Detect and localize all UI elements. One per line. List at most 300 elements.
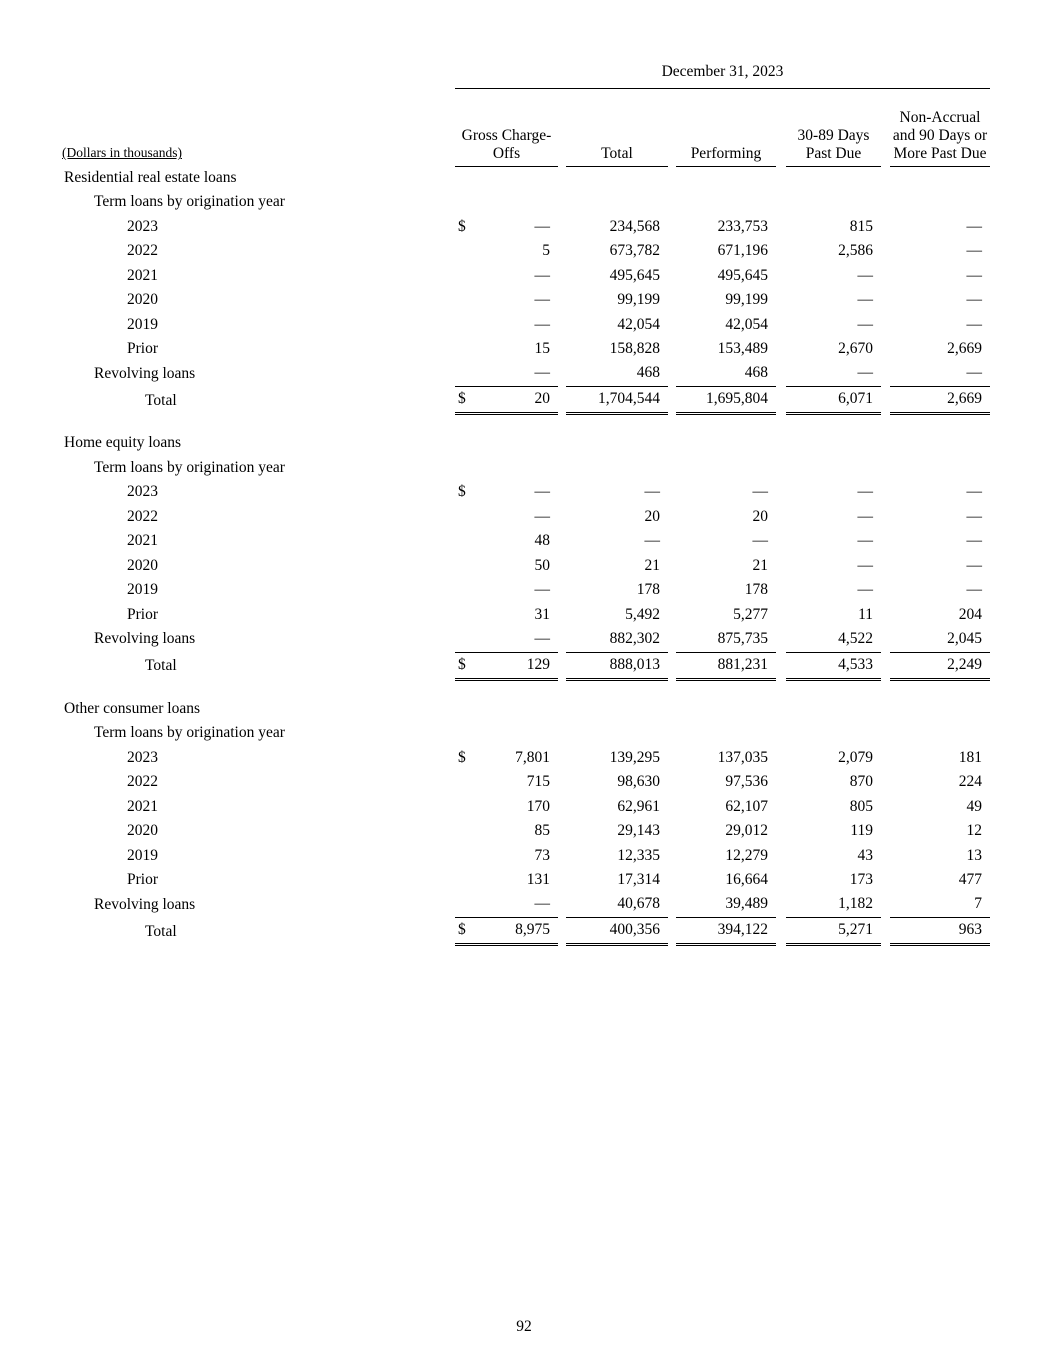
value-cell: — [857,532,873,550]
section-title: Other consumer loans [64,699,201,717]
column-gap [668,387,676,414]
column-gap [881,240,890,265]
value-cell: — [644,483,660,501]
column-gap [558,771,566,796]
value-cell: — [857,581,873,599]
date-header-spacer [62,58,455,88]
row-label: Prior [127,605,158,623]
column-gap [881,362,890,387]
row-label: 2022 [127,773,158,791]
column-gap [776,844,786,869]
column-gap [668,795,676,820]
dollars-in-thousands-note: (Dollars in thousands) [62,145,182,161]
value-cell: — [857,266,873,284]
value-cell: — [966,242,982,260]
row-label-header [62,88,455,166]
column-gap [668,893,676,918]
dollar-sign-cell [455,869,473,894]
value-cell: 495,645 [609,266,660,284]
table-row [62,893,990,918]
value-cell: — [966,532,982,550]
value-cell: 2,045 [947,629,982,647]
section-title: Residential real estate loans [64,168,237,186]
column-gap [881,215,890,240]
column-gap [668,481,676,506]
section-spacer [62,414,990,432]
value-cell: — [857,364,873,382]
column-gap [776,505,786,530]
column-gap [881,387,890,414]
value-cell: 204 [958,605,982,623]
column-gap [558,746,566,771]
column-gap [668,820,676,845]
column-gap [776,820,786,845]
column-gap [881,530,890,555]
column-gap [668,652,676,679]
value-cell: — [534,217,550,235]
column-gap [668,554,676,579]
column-gap [558,869,566,894]
column-gap [776,746,786,771]
loan-table-wrap [62,58,990,946]
column-gap [668,628,676,653]
column-gap [776,652,786,679]
value-cell: 2,079 [838,748,873,766]
value-cell: 671,196 [717,242,768,260]
value-cell: — [644,532,660,550]
loan-table-body [62,166,990,945]
dollar-sign-cell [455,505,473,530]
dollar-sign-cell [455,844,473,869]
table-row [62,240,990,265]
column-gap [881,338,890,363]
value-cell: 5,492 [625,605,660,623]
column-gap [558,652,566,679]
column-header-gross-charge-offs: Gross Charge-Offs [455,88,558,166]
value-cell: 153,489 [717,340,768,358]
value-cell: 468 [636,364,660,382]
value-cell: 2,586 [838,242,873,260]
value-cell: — [857,291,873,309]
value-cell: 7,801 [515,748,550,766]
value-cell: 963 [890,918,990,945]
value-cell: 5,271 [786,918,881,945]
table-row [62,844,990,869]
column-gap [558,215,566,240]
column-gap [881,289,890,314]
column-header-row [62,88,990,166]
page-number: 92 [516,1318,532,1335]
value-cell: 394,122 [676,918,776,945]
column-gap [558,240,566,265]
dollar-sign-cell: $ [458,748,466,766]
value-cell: 15 [534,340,550,358]
value-cell: — [534,291,550,309]
table-row [62,215,990,240]
dollar-sign-cell [455,530,473,555]
table-row [62,869,990,894]
value-cell: 29,143 [617,822,660,840]
column-gap [776,313,786,338]
value-cell: — [534,507,550,525]
column-gap [881,628,890,653]
column-gap [668,289,676,314]
row-label: Revolving loans [94,364,196,382]
value-cell: 234,568 [609,217,660,235]
section-header-row [62,166,990,191]
dollar-sign-cell [455,628,473,653]
value-cell: 673,782 [609,242,660,260]
value-cell: — [534,581,550,599]
table-row [62,530,990,555]
column-gap [881,264,890,289]
value-cell: 48 [534,532,550,550]
column-gap [558,820,566,845]
dollar-sign-cell [455,313,473,338]
value-cell: 4,533 [786,652,881,679]
column-gap [776,603,786,628]
column-gap [558,362,566,387]
row-label: 2023 [127,748,158,766]
value-cell: — [534,629,550,647]
value-cell: 139,295 [609,748,660,766]
row-label: Total [145,657,177,675]
column-gap [558,554,566,579]
column-gap [558,289,566,314]
value-cell: 2,669 [947,340,982,358]
value-cell: 181 [958,748,982,766]
column-gap [881,603,890,628]
column-gap [776,918,786,945]
column-gap [881,746,890,771]
total-row [62,652,990,679]
loan-table [62,58,990,946]
section-subheading-row [62,722,990,747]
column-gap [881,554,890,579]
table-row [62,746,990,771]
value-cell: 13 [966,846,982,864]
table-row [62,603,990,628]
column-gap [668,869,676,894]
value-cell: 178 [744,581,768,599]
column-gap [776,869,786,894]
column-gap [558,338,566,363]
value-cell: 8,975 [473,918,558,945]
column-gap [558,579,566,604]
value-cell: 233,753 [717,217,768,235]
value-cell: 11 [858,605,873,623]
value-cell: — [966,507,982,525]
column-gap [558,264,566,289]
value-cell: — [857,556,873,574]
column-gap [881,313,890,338]
column-gap [776,481,786,506]
column-gap [776,554,786,579]
value-cell: 1,695,804 [676,387,776,414]
section-spacer-row [62,414,990,432]
column-gap [668,844,676,869]
value-cell: 131 [526,871,550,889]
table-row [62,289,990,314]
date-header: December 31, 2023 [455,58,990,88]
value-cell: 468 [744,364,768,382]
column-gap [776,362,786,387]
column-gap [558,795,566,820]
value-cell: — [752,483,768,501]
value-cell: 62,961 [617,797,660,815]
value-cell: — [534,364,550,382]
table-row [62,362,990,387]
row-label: 2020 [127,291,158,309]
value-cell: 1,182 [838,895,873,913]
value-cell: 21 [644,556,660,574]
row-label: 2023 [127,217,158,235]
section-spacer [62,679,990,697]
column-gap [668,88,676,166]
section-subheading-row [62,456,990,481]
table-row [62,579,990,604]
value-cell: 875,735 [717,629,768,647]
column-gap [558,628,566,653]
value-cell: 20 [473,387,558,414]
value-cell: 20 [644,507,660,525]
column-gap [558,918,566,945]
row-label: Prior [127,871,158,889]
value-cell: 20 [752,507,768,525]
column-gap [668,313,676,338]
section-subheading: Term loans by origination year [94,724,285,742]
value-cell: 870 [849,773,873,791]
column-header-performing: Performing [676,88,776,166]
column-gap [881,869,890,894]
value-cell: 42,054 [725,315,768,333]
value-cell: 39,489 [725,895,768,913]
column-gap [558,893,566,918]
column-gap [668,240,676,265]
value-cell: 49 [966,797,982,815]
column-gap [881,771,890,796]
column-gap [776,88,786,166]
value-cell: 137,035 [717,748,768,766]
row-label: 2019 [127,846,158,864]
value-cell: 98,630 [617,773,660,791]
value-cell: — [752,532,768,550]
value-cell: — [534,266,550,284]
section-title: Home equity loans [64,434,182,452]
value-cell: 12,279 [725,846,768,864]
column-gap [776,771,786,796]
column-gap [668,338,676,363]
value-cell: — [966,217,982,235]
dollar-sign-cell [455,820,473,845]
value-cell: — [857,315,873,333]
column-gap [558,530,566,555]
column-gap [776,579,786,604]
value-cell: 6,071 [786,387,881,414]
value-cell: 31 [534,605,550,623]
value-cell: — [857,483,873,501]
column-gap [668,505,676,530]
value-cell: 42,054 [617,315,660,333]
value-cell: 888,013 [566,652,668,679]
value-cell: 73 [534,846,550,864]
value-cell: 50 [534,556,550,574]
column-gap [776,240,786,265]
row-label: 2020 [127,556,158,574]
column-header-30-89-days-past-due: 30-89 Days Past Due [786,88,881,166]
value-cell: 2,669 [890,387,990,414]
value-cell: — [857,507,873,525]
value-cell: 158,828 [609,340,660,358]
value-cell: — [966,483,982,501]
row-label: 2023 [127,483,158,501]
column-gap [881,652,890,679]
value-cell: — [966,556,982,574]
column-gap [881,844,890,869]
total-row [62,387,990,414]
column-header-total: Total [566,88,668,166]
column-gap [668,603,676,628]
value-cell: 21 [752,556,768,574]
value-cell: 62,107 [725,797,768,815]
value-cell: 170 [526,797,550,815]
value-cell: 882,302 [609,629,660,647]
table-row [62,264,990,289]
column-gap [776,387,786,414]
value-cell: — [966,581,982,599]
dollar-sign-cell [455,289,473,314]
column-gap [881,579,890,604]
value-cell: 99,199 [725,291,768,309]
column-header-non-accrual: Non-Accrual and 90 Days or More Past Due [890,88,990,166]
section-subheading: Term loans by origination year [94,193,285,211]
row-label: 2019 [127,315,158,333]
dollar-sign-cell [455,795,473,820]
column-gap [881,481,890,506]
column-gap [776,215,786,240]
value-cell: 12 [966,822,982,840]
row-label: Revolving loans [94,895,196,913]
column-gap [881,893,890,918]
dollar-sign-cell: $ [455,918,473,945]
value-cell: 2,249 [890,652,990,679]
dollar-sign-cell [455,338,473,363]
row-label: 2020 [127,822,158,840]
column-gap [776,264,786,289]
table-row [62,820,990,845]
column-gap [776,795,786,820]
dollar-sign-cell [455,893,473,918]
value-cell: — [534,895,550,913]
dollar-sign-cell: $ [458,217,466,235]
value-cell: — [966,364,982,382]
value-cell: 40,678 [617,895,660,913]
row-label: 2019 [127,581,158,599]
value-cell: 5,277 [733,605,768,623]
value-cell: 29,012 [725,822,768,840]
section-subheading: Term loans by origination year [94,458,285,476]
dollar-sign-cell [455,579,473,604]
dollar-sign-cell [455,240,473,265]
row-label: 2021 [127,266,158,284]
column-gap [668,771,676,796]
value-cell: 400,356 [566,918,668,945]
column-gap [881,505,890,530]
column-gap [558,481,566,506]
column-gap [558,88,566,166]
table-row [62,481,990,506]
total-row [62,918,990,945]
row-label: 2021 [127,797,158,815]
value-cell: 495,645 [717,266,768,284]
dollar-sign-cell: $ [458,483,466,501]
value-cell: 805 [849,797,873,815]
dollar-sign-cell: $ [455,652,473,679]
dollar-sign-cell [455,264,473,289]
column-gap [881,88,890,166]
value-cell: — [534,483,550,501]
value-cell: 12,335 [617,846,660,864]
section-header-row [62,432,990,457]
row-label: Revolving loans [94,630,196,648]
column-gap [776,338,786,363]
value-cell: 173 [849,871,873,889]
value-cell: 99,199 [617,291,660,309]
dollar-sign-cell: $ [455,387,473,414]
table-row [62,313,990,338]
column-gap [881,918,890,945]
value-cell: 178 [636,581,660,599]
table-row [62,505,990,530]
column-gap [776,530,786,555]
column-gap [668,215,676,240]
section-header-row [62,697,990,722]
date-header-row [62,58,990,88]
column-gap [776,628,786,653]
value-cell: 881,231 [676,652,776,679]
section-subheading-row [62,191,990,216]
table-row [62,554,990,579]
column-gap [558,313,566,338]
value-cell: 224 [958,773,982,791]
value-cell: 129 [473,652,558,679]
value-cell: 2,670 [838,340,873,358]
table-row [62,628,990,653]
column-gap [668,746,676,771]
column-gap [881,820,890,845]
row-label: 2022 [127,507,158,525]
column-gap [668,264,676,289]
value-cell: 715 [526,773,550,791]
value-cell: 4,522 [838,629,873,647]
dollar-sign-cell [455,603,473,628]
row-label: Prior [127,340,158,358]
value-cell: 477 [958,871,982,889]
value-cell: 16,664 [725,871,768,889]
row-label: 2022 [127,242,158,260]
value-cell: — [534,315,550,333]
value-cell: 85 [534,822,550,840]
value-cell: 7 [974,895,982,913]
column-gap [558,603,566,628]
section-spacer-row [62,679,990,697]
value-cell: 5 [542,242,550,260]
column-gap [881,795,890,820]
dollar-sign-cell [455,554,473,579]
column-gap [668,918,676,945]
column-gap [668,362,676,387]
dollar-sign-cell [455,771,473,796]
